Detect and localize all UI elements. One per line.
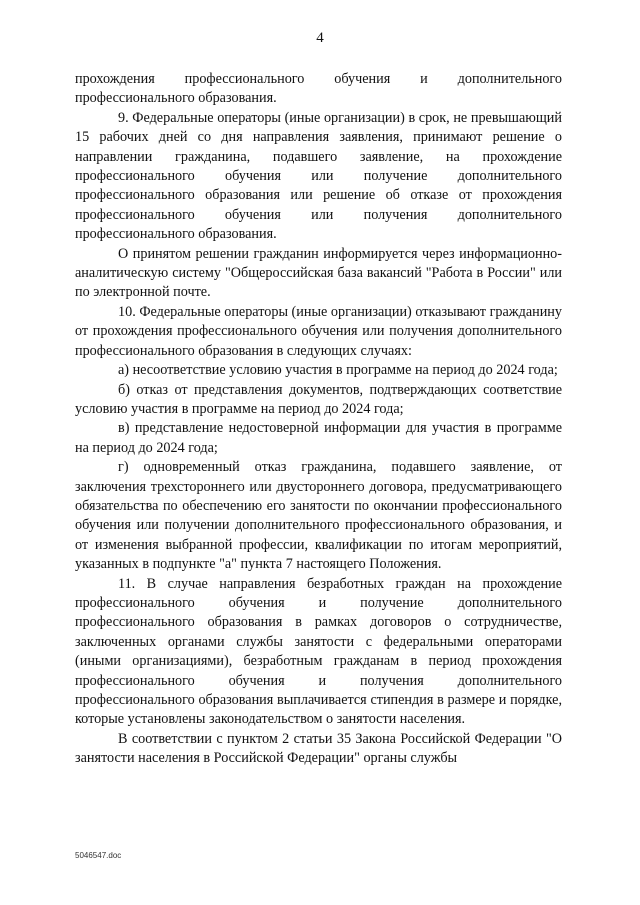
page-number: 4 xyxy=(316,30,324,46)
paragraph: В соответствии с пунктом 2 статьи 35 Закона Российской Федерации "О занятости населения в Российской Федерации" органы службы xyxy=(75,730,562,767)
file-reference: 5046547.doc xyxy=(75,851,122,860)
list-item: г) одновременный отказ гражданина, подавшего заявление, от заключения трехстороннего или двустороннего договора, предусматривающего обязательства по обеспечению его занятости по окончании профессионального обучения или получении дополнительного профессионального образования, и от изменения выбранной профессии, квалификации по итогам мероприятий, указанных в подпункте "а" пункта 7 настоящего Положения. xyxy=(75,459,562,573)
paragraph: 9. Федеральные операторы (иные организации) в срок, не превышающий 15 рабочих дней со дня направления заявления, принимают решение о направлении гражданина, подавшего заявление, на прохождение профессионального обучения или получение дополнительного профессионального образования или решение об отказе от прохождения профессионального обучения или получения дополнительного профессионального образования. xyxy=(75,109,562,243)
list-item: б) отказ от представления документов, подтверждающих соответствие условию участия в программе на период до 2024 года; xyxy=(75,381,562,417)
list-item: а) несоответствие условию участия в программе на период до 2024 года; xyxy=(118,362,558,379)
paragraph: О принятом решении гражданин информируется через информационно-аналитическую систему "Общероссийская база вакансий "Работа в России" или по электронной почте. xyxy=(75,245,562,301)
paragraph: 10. Федеральные операторы (иные организации) отказывают гражданину от прохождения профессионального обучения или получения дополнительного профессионального образования в следующих случаях: xyxy=(75,303,562,359)
document-body xyxy=(75,70,562,769)
paragraph: 11. В случае направления безработных граждан на прохождение профессионального обучения и получение дополнительного профессионального образования в рамках договоров о сотрудничестве, заключенных органами службы занятости с федеральными операторами (иными организациями), безработным гражданам в период прохождения профессионального обучения и получения дополнительного профессионального образования выплачивается стипендия в размере и порядке, которые установлены законодательством о занятости населения. xyxy=(75,575,562,728)
paragraph: прохождения профессионального обучения и дополнительного профессионального образования. xyxy=(75,71,562,107)
list-item: в) представление недостоверной информации для участия в программе на период до 2024 года; xyxy=(75,420,562,456)
